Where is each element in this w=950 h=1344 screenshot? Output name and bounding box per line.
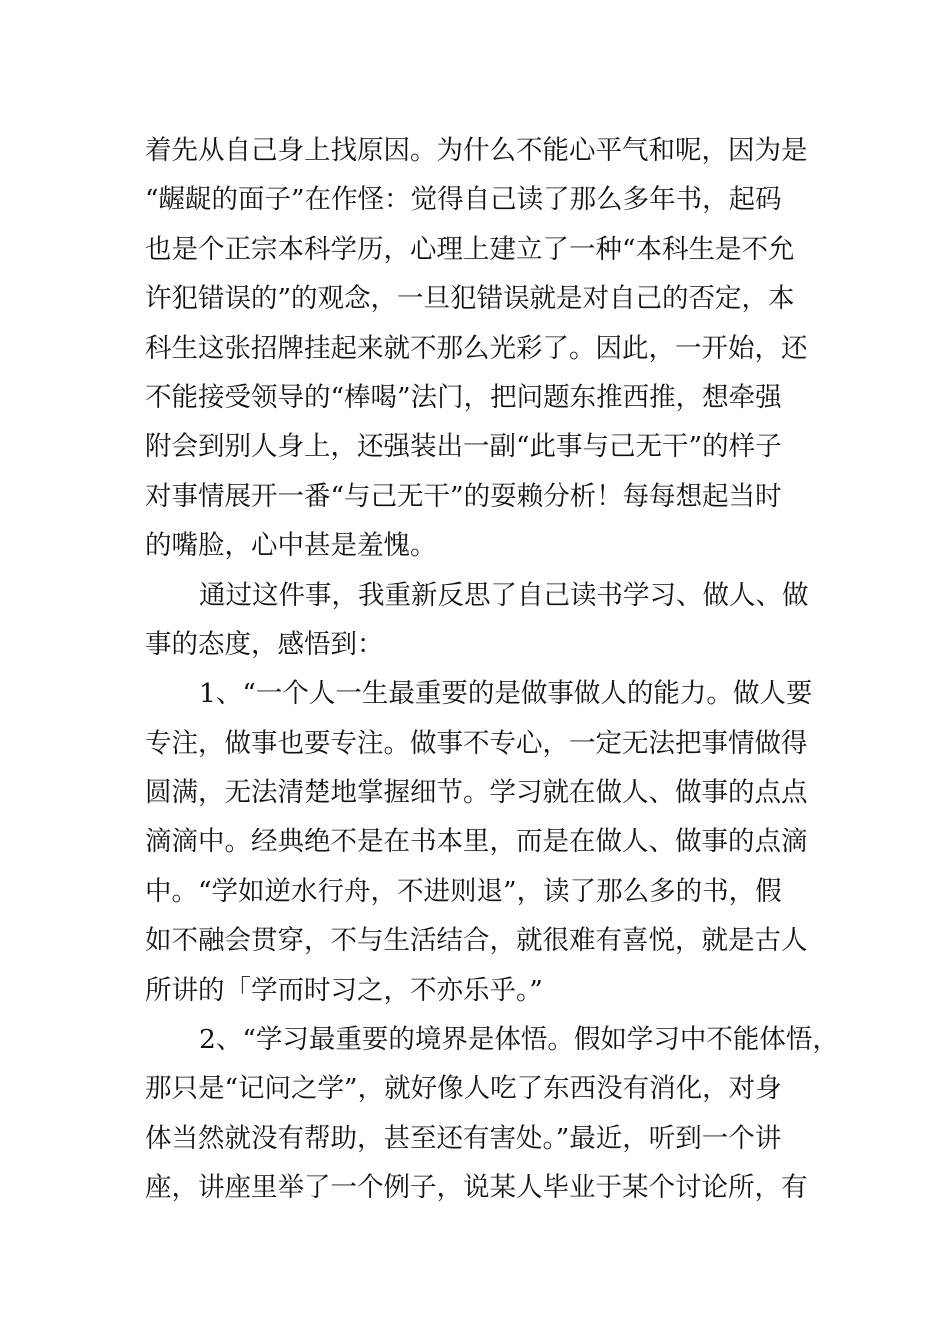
text-line: 那只是“记问之学”，就好像人吃了东西没有消化，对身	[145, 1073, 782, 1105]
text-line: 的嘴脸，心中甚是羞愧。	[145, 530, 437, 562]
text-line: 2、“学习最重要的境界是体悟。假如学习中不能体悟，	[199, 1024, 839, 1056]
text-line: 中。“学如逆水行舟，不进则退”，读了那么多的书，假	[145, 875, 782, 907]
text-line: 滴滴中。经典绝不是在书本里，而是在做人、做事的点滴	[145, 826, 808, 858]
text-line: 圆满，无法清楚地掌握细节。学习就在做人、做事的点点	[145, 777, 808, 809]
text-line: 对事情展开一番“与己无干”的耍赖分析！每每想起当时	[145, 480, 782, 512]
text-line: 专注，做事也要专注。做事不专心，一定无法把事情做得	[145, 727, 808, 759]
text-line: 事的态度，感悟到：	[145, 628, 384, 660]
text-line: 着先从自己身上找原因。为什么不能心平气和呢，因为是	[145, 135, 808, 166]
text-line: 不能接受领导的“棒喝”法门，把问题东推西推，想牵强	[145, 381, 782, 413]
text-line: 体当然就没有帮助，甚至还有害处。”最近，听到一个讲	[145, 1122, 782, 1154]
text-line: 1、“一个人一生最重要的是做事做人的能力。做人要	[199, 678, 813, 710]
text-line: 所讲的「学而时习之，不亦乐乎。”	[145, 974, 543, 1006]
text-line: 许犯错误的”的观念，一旦犯错误就是对自己的否定，本	[145, 283, 795, 315]
text-line: 附会到别人身上，还强装出一副“此事与己无干”的样子	[145, 431, 782, 463]
text-line: 也是个正宗本科学历，心理上建立了一种“本科生是不允	[145, 233, 795, 265]
text-line: “龌龊的面子”在作怪：觉得自己读了那么多年书，起码	[145, 184, 782, 216]
text-line: 如不融会贯穿，不与生活结合，就很难有喜悦，就是古人	[145, 925, 808, 957]
text-line: 通过这件事，我重新反思了自己读书学习、做人、做	[199, 579, 809, 611]
document-body-text	[145, 126, 839, 1213]
text-line: 科生这张招牌挂起来就不那么光彩了。因此，一开始，还	[145, 332, 808, 364]
text-line: 座，讲座里举了一个例子，说某人毕业于某个讨论所，有	[145, 1172, 808, 1204]
